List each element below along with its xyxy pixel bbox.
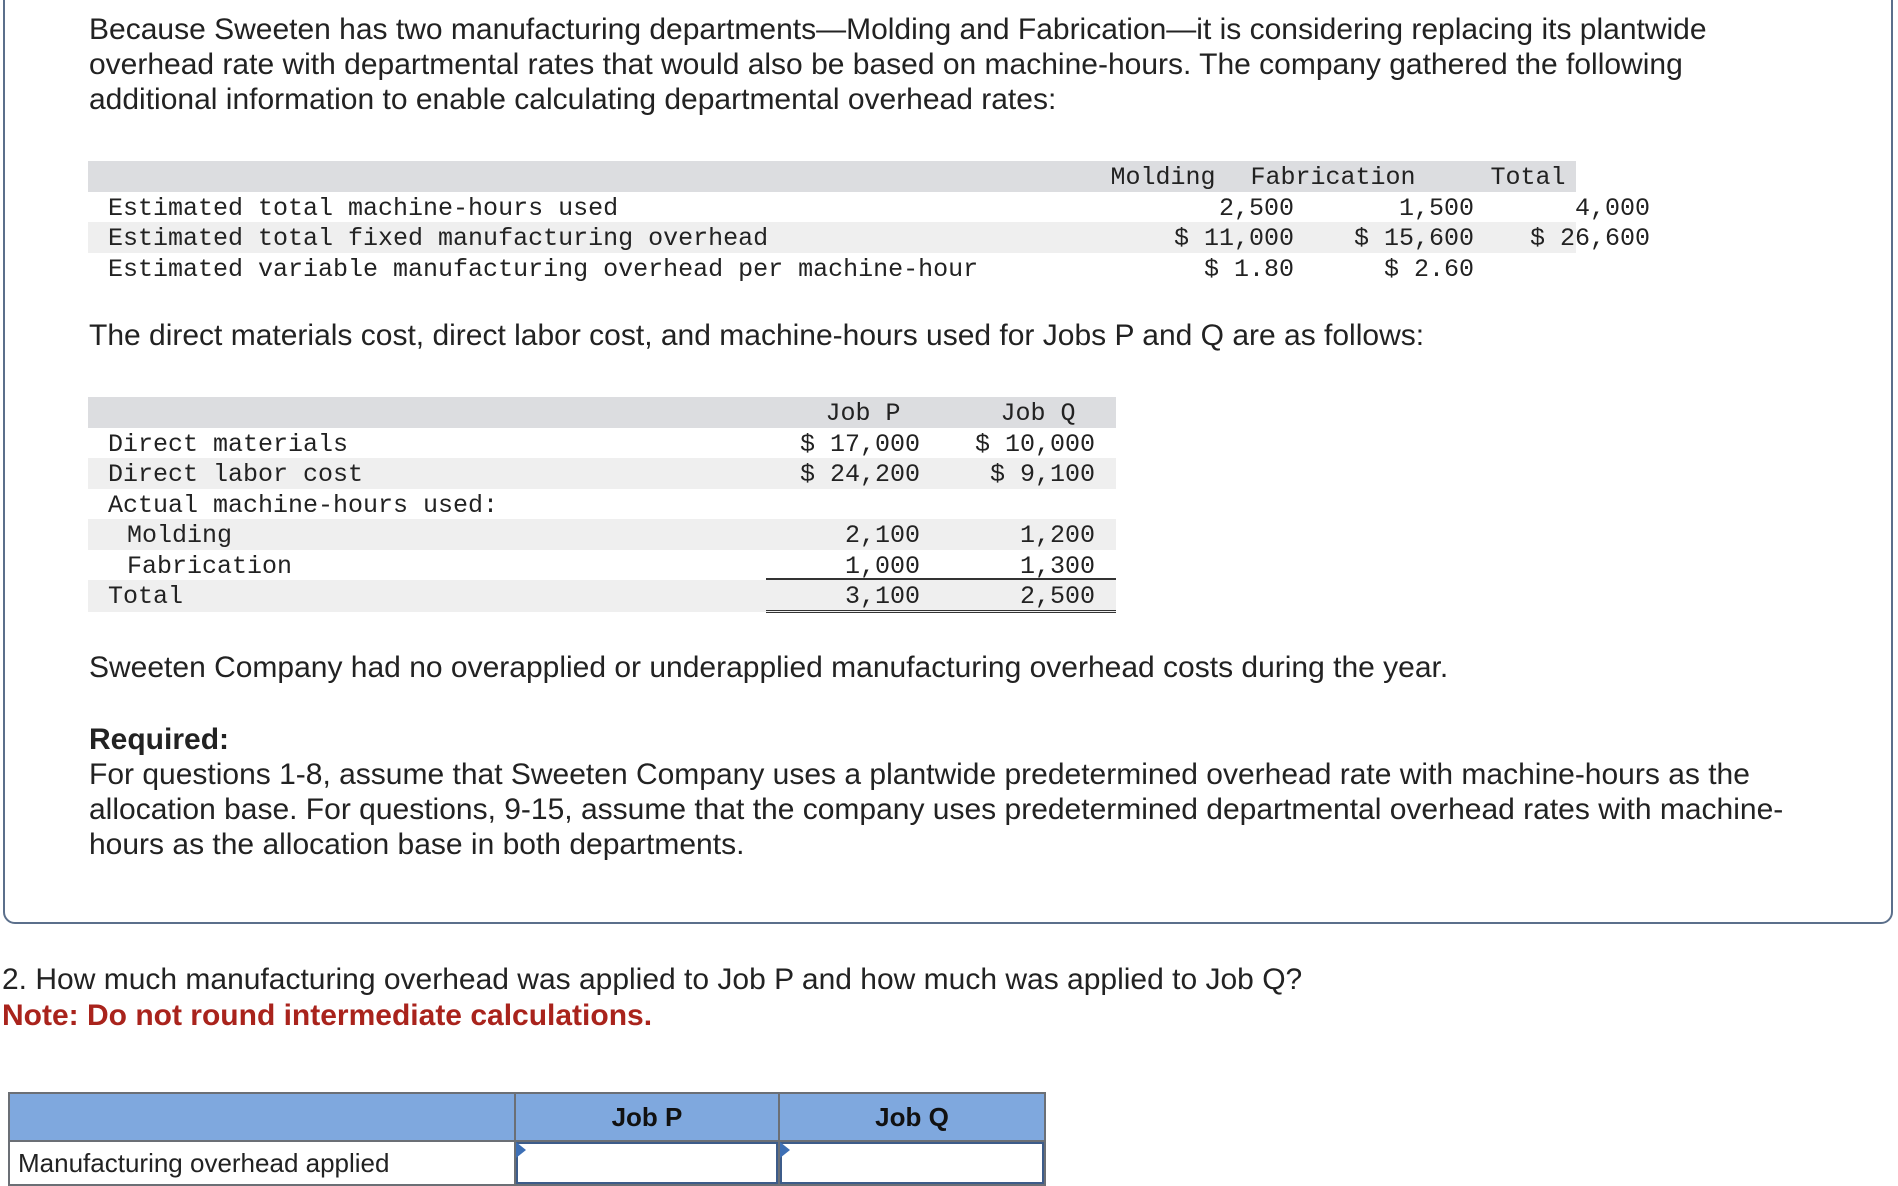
answer-cell-job-p bbox=[515, 1141, 779, 1185]
table-row bbox=[88, 519, 1116, 550]
input-marker-icon bbox=[780, 1142, 790, 1158]
jobs-intro-paragraph: The direct materials cost, direct labor cost, and machine-hours used for Jobs P and Q are as follows: bbox=[89, 319, 1425, 352]
answer-cell-job-q bbox=[779, 1141, 1045, 1185]
table-row bbox=[88, 253, 1576, 284]
cell-total: 4,000 bbox=[1574, 193, 1650, 223]
answer-header-job-p: Job P bbox=[515, 1093, 779, 1141]
required-heading: Required: bbox=[89, 723, 230, 756]
row-label: Fabrication bbox=[127, 551, 293, 581]
col-header-job-p: Job P bbox=[825, 399, 901, 428]
answer-cell-wrap bbox=[516, 1142, 778, 1184]
intro-paragraph: Because Sweeten has two manufacturing departments—Molding and Fabrication—it is considering replacing its plantwide overhead rate with departmental rates that would also be based on machine-hours. The company gathered the following additional information to enable calculating departmental overhead rates: bbox=[89, 13, 1707, 116]
cell-job-p: $ 24,200 bbox=[799, 460, 920, 489]
note-text: Note: Do not round intermediate calculations. bbox=[2, 999, 653, 1032]
cell-molding: $ 1.80 bbox=[1203, 254, 1294, 284]
table-row bbox=[88, 458, 1116, 489]
cell-job-p: 1,000 bbox=[844, 551, 920, 581]
cell-job-q: $ 10,000 bbox=[974, 429, 1095, 459]
cell-job-p: 3,100 bbox=[844, 582, 920, 611]
row-label: Direct materials bbox=[108, 429, 349, 459]
cell-job-q: 2,500 bbox=[1019, 582, 1095, 611]
cell-job-q: 1,300 bbox=[1019, 551, 1095, 581]
question-text: 2. How much manufacturing overhead was applied to Job P and how much was applied to Job Q? bbox=[2, 963, 1303, 996]
cell-fabrication: 1,500 bbox=[1398, 193, 1474, 223]
table-header-row bbox=[88, 397, 1116, 428]
table-row-total bbox=[88, 580, 1116, 612]
answer-row bbox=[9, 1141, 1045, 1185]
row-label: Estimated total fixed manufacturing overhead bbox=[108, 224, 769, 253]
row-label: Molding bbox=[127, 521, 233, 550]
answer-row-label: Manufacturing overhead applied bbox=[9, 1141, 515, 1185]
cell-fabrication: $ 15,600 bbox=[1353, 224, 1474, 253]
row-label: Estimated total machine-hours used bbox=[108, 193, 619, 223]
col-header-fabrication: Fabrication bbox=[1250, 163, 1416, 192]
cell-job-p: 2,100 bbox=[844, 521, 920, 550]
job-q-overhead-input[interactable] bbox=[780, 1142, 1044, 1184]
department-overhead-table bbox=[88, 161, 1650, 284]
cell-fabrication: $ 2.60 bbox=[1383, 254, 1474, 284]
job-p-overhead-input[interactable] bbox=[516, 1142, 778, 1184]
required-section bbox=[89, 722, 1809, 862]
row-label: Direct labor cost bbox=[108, 460, 364, 489]
row-label: Estimated variable manufacturing overhead per machine-hour bbox=[108, 254, 979, 284]
answer-header-job-q: Job Q bbox=[779, 1093, 1045, 1141]
total-double-rule bbox=[766, 610, 1116, 613]
row-label: Actual machine-hours used: bbox=[108, 490, 499, 520]
col-header-total: Total bbox=[1490, 163, 1566, 192]
no-variance-paragraph: Sweeten Company had no overapplied or underapplied manufacturing overhead costs during the year. bbox=[89, 651, 1449, 684]
answer-table bbox=[8, 1092, 1046, 1186]
cell-job-q: $ 9,100 bbox=[989, 460, 1095, 489]
col-header-job-q: Job Q bbox=[1000, 399, 1076, 428]
jobs-table bbox=[88, 397, 1116, 612]
answer-header-blank bbox=[9, 1093, 515, 1141]
required-text: For questions 1-8, assume that Sweeten Company uses a plantwide predetermined overhead rate with machine-hours as the allocation base. For questions, 9-15, assume that the company uses predetermined departmental overhead rates with machine-hours as the allocation base in both departments. bbox=[89, 758, 1784, 861]
cell-molding: 2,500 bbox=[1218, 193, 1294, 223]
table-row bbox=[88, 550, 1116, 581]
row-label: Total bbox=[108, 582, 184, 611]
col-header-molding: Molding bbox=[1110, 163, 1216, 192]
cell-total: $ 26,600 bbox=[1529, 224, 1650, 253]
answer-header-row bbox=[9, 1093, 1045, 1141]
table-header-row bbox=[88, 161, 1576, 192]
cell-molding: $ 11,000 bbox=[1173, 224, 1294, 253]
cell-job-p: $ 17,000 bbox=[799, 429, 920, 459]
table-row bbox=[88, 192, 1650, 223]
table-row bbox=[88, 222, 1650, 253]
answer-cell-wrap bbox=[780, 1142, 1044, 1184]
cell-job-q: 1,200 bbox=[1019, 521, 1095, 550]
table-row bbox=[88, 428, 1116, 459]
input-marker-icon bbox=[516, 1142, 526, 1158]
table-row bbox=[88, 489, 1116, 520]
